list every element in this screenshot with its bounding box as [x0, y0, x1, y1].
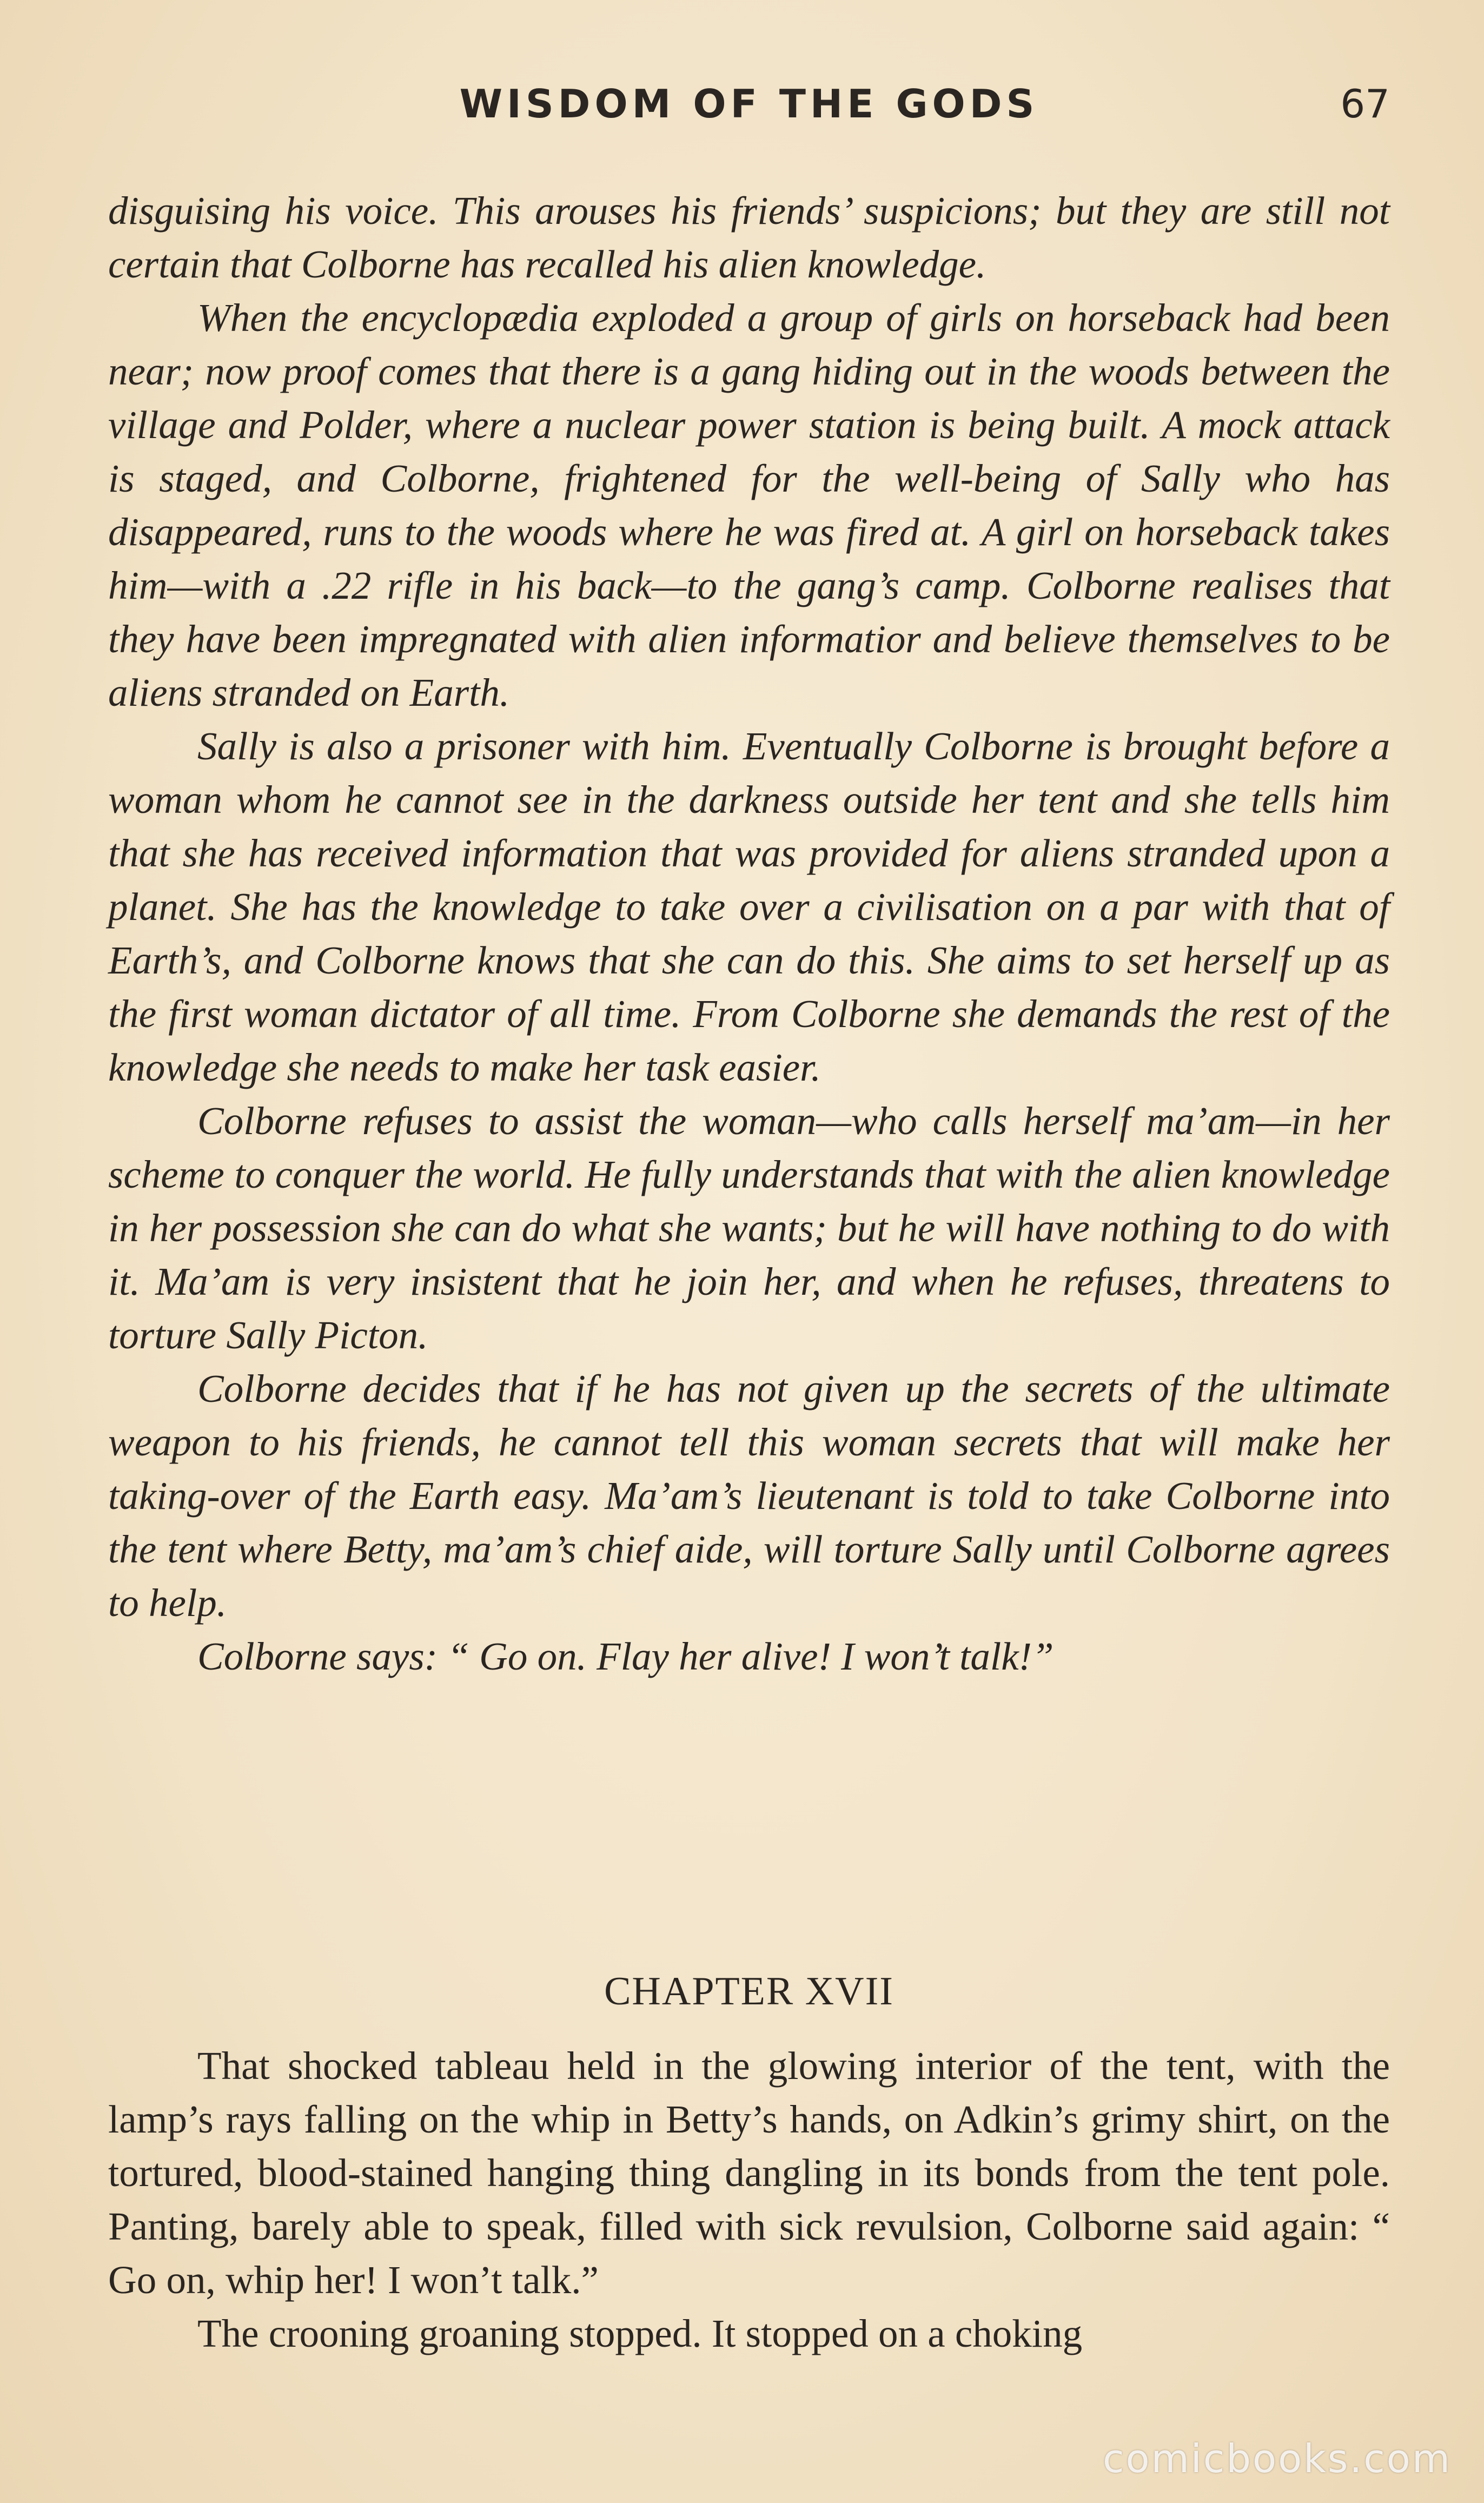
synopsis-paragraph: Sally is also a prisoner with him. Eventually Colborne is brought before a woman whom he cannot see in the darkness outside her tent and she tells him that she has received information that was provided for aliens stranded upon a planet. She has the knowledge to take over a civilisation on a par with that of Earth’s, and Colborne knows that she can do this. She aims to set herself up as the first woman dictator of all time. From Colborne she demands the rest of the knowledge she needs to make her task easier. — [108, 724, 1390, 1089]
page-number: 67 — [1340, 81, 1390, 127]
chapter-heading: CHAPTER XVII — [604, 1969, 894, 2014]
synopsis-paragraph: Colborne refuses to assist the woman—who calls herself ma’am—in her scheme to conquer the world. He fully understands that with the alien knowledge in her possession she can do what she wants; but he will have nothing to do with it. Ma’am is very insistent that he join her, and when he refuses, threatens to torture Sally Picton. — [108, 1099, 1390, 1357]
synopsis-section — [108, 184, 1390, 1683]
synopsis-paragraph: When the encyclopædia exploded a group of girls on horseback had been near; now proof comes that there is a gang hiding out in the woods between the village and Polder, where a nuclear power station is being built. A mock attack is staged, and Colborne, frightened for the well-being of Sally who has disappeared, runs to the woods where he was fired at. A girl on horseback takes him—with a .22 rifle in his back—to the gang’s camp. Colborne realises that they have been impregnated with alien informatior and believe themselves to be aliens stranded on Earth. — [108, 296, 1390, 714]
synopsis-paragraph: Colborne says: “ Go on. Flay her alive! I won’t talk!” — [197, 1634, 1054, 1678]
body-paragraph: That shocked tableau held in the glowing interior of the tent, with the lamp’s rays falling on the whip in Betty’s hands, on Adkin’s grimy shirt, on the tortured, blood-stained hanging thing dangling in its bonds from the tent pole. Panting, barely able to speak, filled with sick revulsion, Colborne said again: “ Go on, whip her! I won’t talk.” — [108, 2044, 1390, 2302]
body-paragraph: The crooning groaning stopped. It stopped on a choking — [197, 2312, 1083, 2355]
synopsis-paragraph: disguising his voice. This arouses his friends’ suspicions; but they are still not certain that Colborne has recalled his alien knowledge. — [108, 189, 1390, 286]
watermark: comicbooks.com — [1102, 2436, 1452, 2481]
running-head: WISDOM OF THE GODS — [459, 81, 1039, 127]
chapter-body — [108, 2039, 1390, 2360]
page-header — [108, 81, 1390, 141]
synopsis-paragraph: Colborne decides that if he has not given up the secrets of the ultimate weapon to his friends, he cannot tell this woman secrets that will make her taking-over of the Earth easy. Ma’am’s lieutenant is told to take Colborne into the tent where Betty, ma’am’s chief aide, will torture Sally until Colborne agrees to help. — [108, 1367, 1390, 1625]
